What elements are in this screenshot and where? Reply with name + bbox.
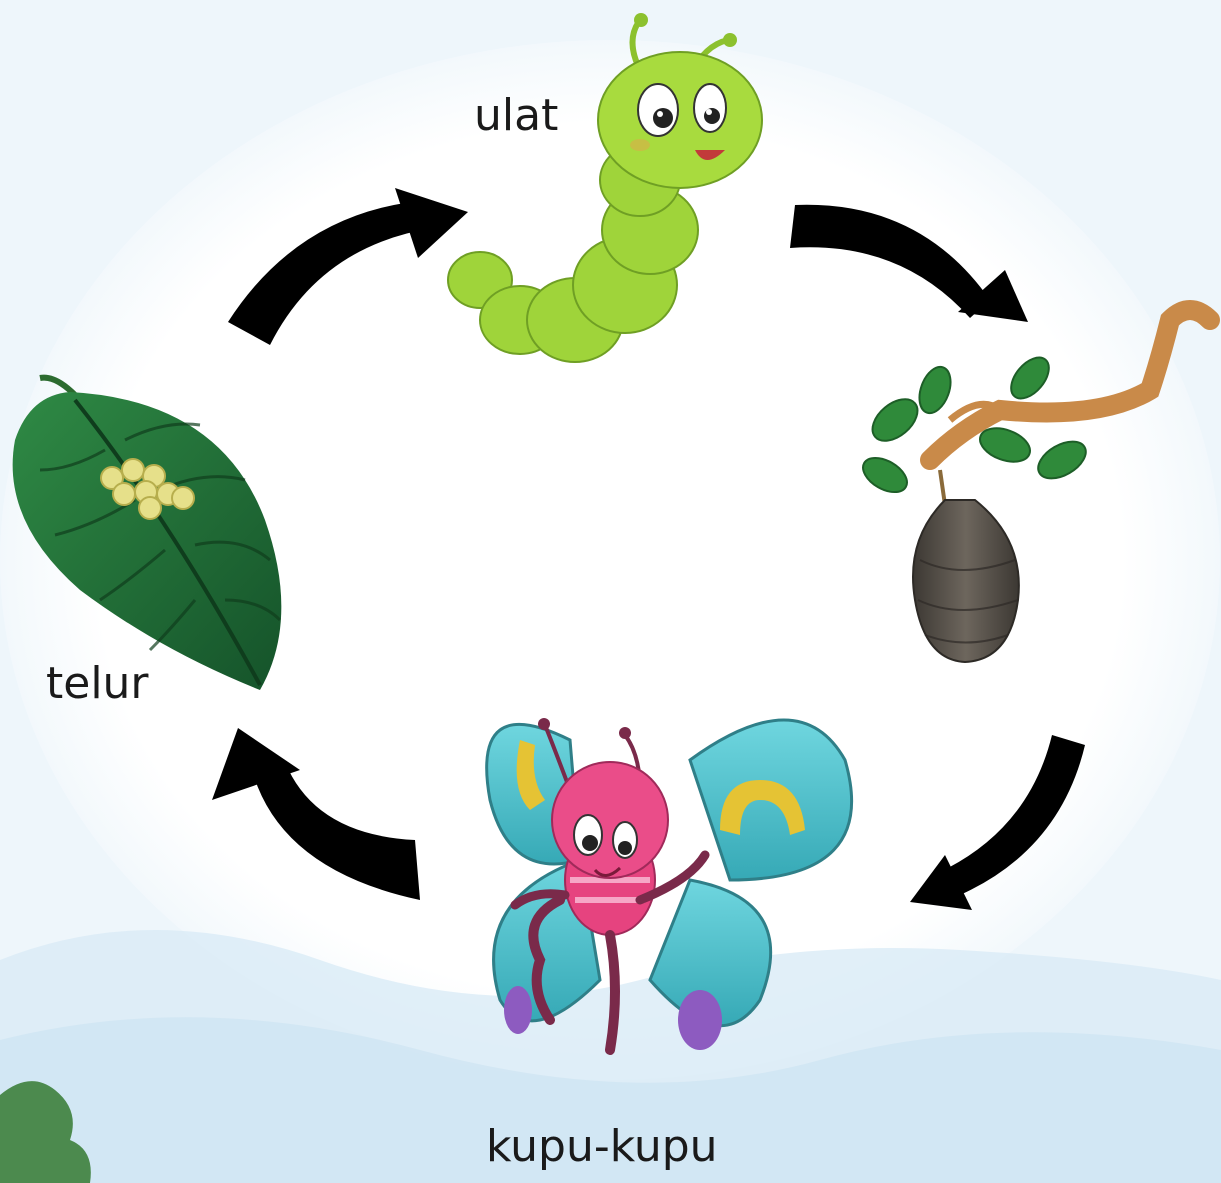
- label-caterpillar: ulat: [474, 90, 559, 141]
- label-butterfly: kupu-kupu: [486, 1121, 718, 1172]
- label-egg: telur: [46, 658, 149, 709]
